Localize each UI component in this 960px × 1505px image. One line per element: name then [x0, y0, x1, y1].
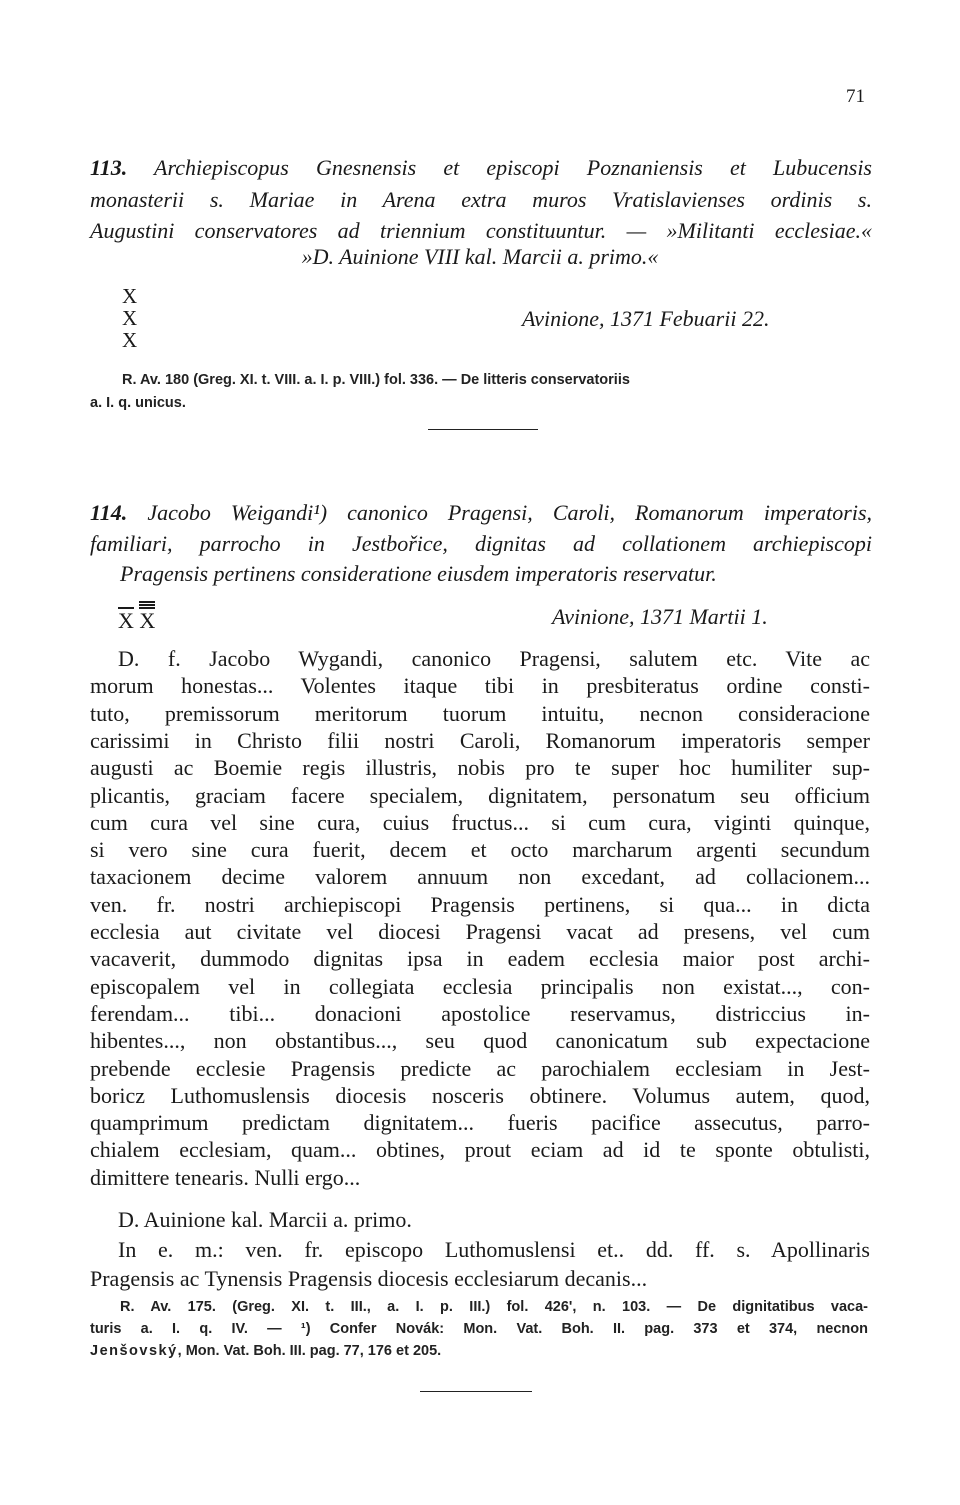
entry-113-heading-line-1: Archiepiscopus Gnesnensis et episcopi Poznaniensis et Lubucensis [154, 155, 872, 180]
footnote-author: Jenšovský [90, 1343, 178, 1359]
text-line: taxacionem decime valorem annuum non excedant, ad collacionem... [90, 864, 870, 890]
entry-114-in-eundem-modum: In e. m.: ven. fr. episcopo Luthomuslensi et.. dd. ff. s. Apollinaris [118, 1237, 870, 1262]
entry-114-source-cont-2: Jenšovský, Mon. Vat. Boh. III. pag. 77, 176 et 205. [90, 1343, 442, 1359]
entry-114-heading-line-1: Jacobo Weigandi¹) canonico Pragensi, Caroli, Romanorum imperatoris, [147, 500, 873, 525]
entry-113-source-cont: a. I. q. unicus. [90, 395, 186, 411]
text-line: morum honestas... Volentes itaque tibi in presbiteratus ordine consti- [90, 673, 870, 699]
text-line: ecclesia aut civitate vel diocesi Pragensi vacat ad presens, vel cum [90, 919, 870, 944]
text-line: prebende ecclesie Pragensis predicte ac parochialem ecclesiam in Jest- [90, 1055, 870, 1081]
entry-114-source-cont: turis a. I. q. IV. — ¹) Confer Novák: Mon. Vat. Boh. II. pag. 373 et 374, necnon [90, 1321, 868, 1337]
separator-rule [428, 429, 538, 430]
text-line: carissimi in Christo filii nostri Caroli, Romanorum imperatoris semper [90, 727, 870, 753]
entry-113-heading-line-2: monasterii s. Mariae in Arena extra muros Vratislavienses ordinis s. [90, 187, 872, 212]
text-line: augusti ac Boemie regis illustris, nobis pro te super hoc humiliter sup- [90, 755, 870, 781]
entry-114-heading-line-2: familiari, parrocho in Jestbořice, dignitas ad collationem archiepiscopi [90, 531, 872, 556]
entry-113-place-date: Avinione, 1371 Febuarii 22. [522, 306, 770, 331]
entry-114-marks [118, 610, 155, 632]
text-line: hibentes..., non obstantibus..., seu quod canonicatum sub expectacione [90, 1028, 870, 1054]
entry-114-in-eundem-modum-cont: Pragensis ac Tynensis Pragensis diocesis ecclesiarum decanis... [90, 1266, 648, 1291]
entry-113-heading-line-3: Augustini conservatores ad triennium constituuntur. — »Militanti ecclesiae.« [90, 218, 872, 243]
entry-113-number: 113. [90, 155, 128, 180]
entry-113-incipit: »D. Auinione VIII kal. Marcii a. primo.« [301, 244, 659, 269]
entry-114-place-date: Avinione, 1371 Martii 1. [552, 604, 768, 629]
text-line: ven. fr. nostri archiepiscopi Pragensis pertinens, si qua... in dicta [90, 891, 870, 917]
entry-114-mark-1: X [118, 608, 134, 633]
entry-114-heading [90, 498, 872, 527]
text-line: boricz Luthomuslensis diocesis nosceris obtinere. Volumus autem, quod, [90, 1082, 870, 1108]
text-line: si vero sine cura fuerit, decem et octo marcharum argenti secundum [90, 837, 870, 863]
text-line: vacaverit, dummodo dignitas ipsa in eadem ecclesia maior post archi- [90, 946, 870, 972]
text-line: chialem ecclesiam, quam... obtines, prout eciam ad id te sponte obtulisti, [90, 1137, 870, 1163]
entry-114-heading-line-3: Pragensis pertinens consideratione eiusdem imperatoris reservatur. [120, 561, 717, 586]
text-line: tuto, premissorum meritorum tuorum intuitu, necnon consideracione [90, 700, 870, 726]
text-line: plicantis, graciam facere specialem, dignitatem, personatum seu officium [90, 782, 870, 808]
entry-114-mark-2: X [139, 610, 155, 632]
page-number: 71 [846, 86, 865, 107]
entry-113-mark-2: X [122, 306, 138, 330]
bottom-separator-rule [420, 1391, 532, 1392]
entry-114-source: R. Av. 175. (Greg. XI. t. III., a. I. p. III.) fol. 426', n. 103. — De dignitatibus vaca- [120, 1299, 868, 1315]
entry-113-source: R. Av. 180 (Greg. XI. t. VIII. a. I. p. VIII.) fol. 336. — De litteris conservatoriis [122, 372, 630, 388]
entry-113-heading [90, 153, 872, 182]
entry-114-dating: D. Auinione kal. Marcii a. primo. [118, 1207, 412, 1232]
text-line: ferendam... tibi... donacioni apostolice reservamus, districcius in- [90, 1000, 870, 1026]
text-line: dimittere tenearis. Nulli ergo... [90, 1164, 361, 1190]
text-line: episcopalem vel in collegiata ecclesia principalis non existat..., con- [90, 973, 870, 999]
entry-113-mark-1: X [122, 284, 138, 308]
text-line: quamprimum predictam dignitatem... fueris pacifice assecutus, parro- [90, 1110, 870, 1136]
text-line: D. f. Jacobo Wygandi, canonico Pragensi, salutem etc. Vite ac [118, 646, 870, 671]
text-line: cum cura vel sine cura, cuius fructus... si cum cura, viginti quinque, [90, 809, 870, 835]
entry-113-mark-3: X [122, 328, 138, 352]
entry-114-number: 114. [90, 500, 128, 525]
